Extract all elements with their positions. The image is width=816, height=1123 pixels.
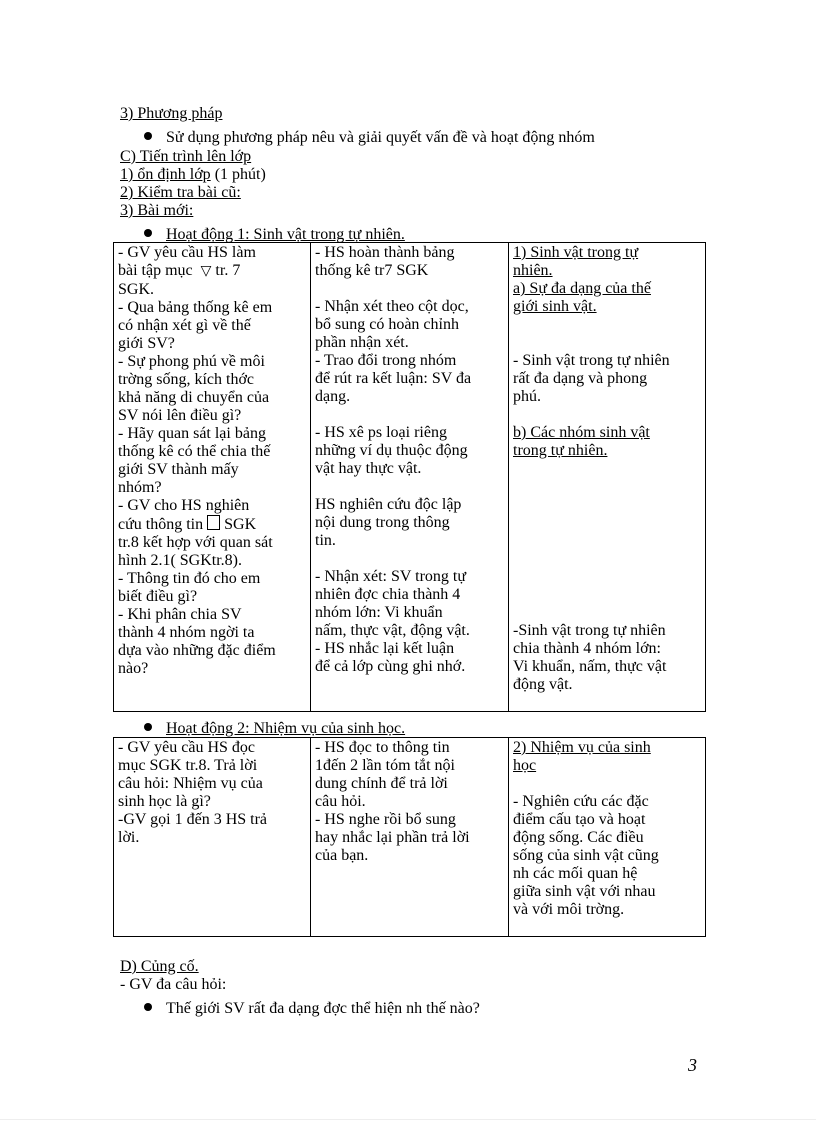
text-fragment: bài tập mục bbox=[118, 262, 193, 279]
section-d-bullet: Thế giới SV rất đa dạng đợc thể hiện nh thế nào? bbox=[166, 1000, 480, 1017]
activity2-title-row bbox=[144, 720, 405, 738]
text-line: - Sự phong phú về môi bbox=[118, 353, 265, 370]
text-line: điểm cấu tạo và hoạt bbox=[513, 811, 646, 828]
step3-line: 3) Bài mới: bbox=[120, 202, 194, 219]
spacer bbox=[513, 316, 701, 334]
text-line: dạng. bbox=[315, 388, 351, 405]
text-line: trờng sống, kích thớc bbox=[118, 371, 255, 388]
info-box-icon bbox=[207, 515, 220, 530]
text-line: mục SGK tr.8. Trả lời bbox=[118, 757, 258, 774]
text-line: nào? bbox=[118, 660, 149, 677]
step1-note: (1 phút) bbox=[210, 166, 266, 183]
nabla-triangle-icon: ▽ bbox=[200, 264, 212, 279]
section-d-heading: D) Củng cố. bbox=[120, 958, 199, 975]
text-line: thành 4 nhóm ngời ta bbox=[118, 624, 255, 641]
text-line: của bạn. bbox=[315, 847, 369, 864]
text-line: nhiên đợc chia thành 4 bbox=[315, 586, 461, 603]
activity1-title: Hoạt động 1: Sinh vật trong tự nhiên. bbox=[166, 226, 405, 243]
spacer bbox=[513, 550, 701, 568]
text-line: giới SV thành mấy bbox=[118, 461, 239, 478]
page-number: 3 bbox=[688, 1055, 697, 1075]
text-line: SV nói lên điều gì? bbox=[118, 407, 242, 424]
text-line: tr.8 kết hợp với quan sát bbox=[118, 534, 273, 551]
activity2-table bbox=[113, 737, 706, 937]
spacer bbox=[513, 532, 701, 550]
activity2-teacher-cell bbox=[114, 738, 311, 937]
activity2-student-cell bbox=[311, 738, 509, 937]
text-line: sống của sinh vật cũng bbox=[513, 847, 659, 864]
text-line: nấm, thực vật, động vật. bbox=[315, 622, 470, 639]
spacer bbox=[513, 604, 701, 622]
text-line: - Hãy quan sát lại bảng bbox=[118, 425, 266, 442]
text-line: - HS nghe rồi bổ sung bbox=[315, 811, 456, 828]
text-line: 2) Nhiệm vụ của sinh bbox=[513, 739, 651, 756]
text-line: - HS xê ps loại riêng bbox=[315, 424, 447, 441]
section-d-bullet-row bbox=[144, 1000, 480, 1018]
text-line: - Nhận xét theo cột dọc, bbox=[315, 298, 469, 315]
text-line: lời. bbox=[118, 829, 140, 846]
method-bullet-text: Sử dụng phương pháp nêu và giải quyết vấn đề và hoạt động nhóm bbox=[166, 129, 595, 146]
bullet-icon bbox=[144, 132, 152, 140]
text-line: câu hỏi. bbox=[315, 793, 366, 810]
text-line: - Nhận xét: SV trong tự bbox=[315, 568, 467, 585]
text-line: để cả lớp cùng ghi nhớ. bbox=[315, 658, 466, 675]
text-line: - Qua bảng thống kê em bbox=[118, 299, 273, 316]
text-line: nh các mối quan hệ bbox=[513, 865, 638, 882]
text-line: thống kê có thể chia thế bbox=[118, 443, 271, 460]
text-line: nhóm? bbox=[118, 479, 162, 496]
method-bullet bbox=[144, 129, 595, 147]
spacer bbox=[513, 406, 701, 424]
text-line: động sống. Các điều bbox=[513, 829, 644, 846]
spacer bbox=[513, 460, 701, 478]
activity2-title: Hoạt động 2: Nhiệm vụ của sinh học. bbox=[166, 720, 406, 737]
text-line: có nhận xét gì về thế bbox=[118, 317, 251, 334]
text-line: nhóm lớn: Vi khuẩn bbox=[315, 604, 443, 621]
text-line: giới SV? bbox=[118, 335, 175, 352]
spacer bbox=[513, 586, 701, 604]
step1-line bbox=[120, 166, 266, 184]
text-line: - GV yêu cầu HS làm bbox=[118, 244, 256, 261]
text-line: -Sinh vật trong tự nhiên bbox=[513, 622, 666, 639]
text-line: nhiên. bbox=[513, 262, 553, 279]
text-line: hay nhắc lại phần trả lời bbox=[315, 829, 470, 846]
text-line: chia thành 4 nhóm lớn: bbox=[513, 640, 661, 657]
text-line: - Thông tin đó cho em bbox=[118, 570, 261, 587]
text-line: dựa vào những đặc điểm bbox=[118, 642, 276, 659]
text-line: bổ sung có hoàn chỉnh bbox=[315, 316, 459, 333]
activity2-content-cell bbox=[509, 738, 706, 937]
spacer bbox=[513, 514, 701, 532]
text-line: phú. bbox=[513, 388, 541, 405]
spacer bbox=[513, 478, 701, 496]
activity1-student-cell bbox=[311, 243, 509, 712]
table-row bbox=[114, 738, 706, 937]
text-line: học bbox=[513, 757, 537, 774]
bullet-icon bbox=[144, 723, 152, 731]
text-line: và với môi trờng. bbox=[513, 901, 625, 918]
spacer bbox=[315, 280, 504, 298]
table-row bbox=[114, 243, 706, 712]
text-line: - Khi phân chia SV bbox=[118, 606, 242, 623]
text-line: hình 2.1( SGKtr.8). bbox=[118, 552, 242, 569]
activity1-table bbox=[113, 242, 706, 712]
spacer bbox=[315, 550, 504, 568]
activity1-teacher-cell bbox=[114, 243, 311, 712]
spacer bbox=[315, 406, 504, 424]
activity1-content-cell bbox=[509, 243, 706, 712]
bullet-icon bbox=[144, 1003, 152, 1011]
spacer bbox=[513, 568, 701, 586]
spacer bbox=[513, 496, 701, 514]
text-fragment: cứu thông tin bbox=[118, 516, 204, 533]
text-line: trong tự nhiên. bbox=[513, 442, 608, 459]
bullet-icon bbox=[144, 229, 152, 237]
spacer bbox=[513, 775, 701, 793]
method-heading: 3) Phương pháp bbox=[120, 105, 223, 122]
step2-line: 2) Kiểm tra bài cũ: bbox=[120, 184, 241, 201]
text-fragment: SGK bbox=[220, 516, 257, 533]
text-line: câu hỏi: Nhiệm vụ của bbox=[118, 775, 263, 792]
text-line: - HS nhắc lại kết luận bbox=[315, 640, 455, 657]
text-line: động vật. bbox=[513, 676, 573, 693]
text-line: rất đa dạng và phong bbox=[513, 370, 648, 387]
text-line: - HS đọc to thông tin bbox=[315, 739, 450, 756]
text-line: - GV cho HS nghiên bbox=[118, 497, 250, 514]
text-line: - Nghiên cứu các đặc bbox=[513, 793, 649, 810]
page-bottom-rule bbox=[0, 1119, 816, 1120]
text-line: những ví dụ thuộc động bbox=[315, 442, 468, 459]
text-line bbox=[118, 262, 306, 281]
text-line: thống kê tr7 SGK bbox=[315, 262, 429, 279]
text-line: - Sinh vật trong tự nhiên bbox=[513, 352, 670, 369]
section-d-line1: - GV đa câu hỏi: bbox=[120, 976, 227, 993]
text-fragment: tr. 7 bbox=[211, 262, 241, 279]
text-line: SGK. bbox=[118, 281, 155, 298]
text-line: - Trao đổi trong nhóm bbox=[315, 352, 457, 369]
text-line: -GV gọi 1 đến 3 HS trả bbox=[118, 811, 268, 828]
text-line: tin. bbox=[315, 532, 336, 549]
text-line: HS nghiên cứu độc lập bbox=[315, 496, 462, 513]
text-line: - GV yêu cầu HS đọc bbox=[118, 739, 256, 756]
text-line: giới sinh vật. bbox=[513, 298, 597, 315]
text-line: sinh học là gì? bbox=[118, 793, 211, 810]
text-line: nội dung trong thông bbox=[315, 514, 450, 531]
text-line: Vi khuẩn, nấm, thực vật bbox=[513, 658, 667, 675]
spacer bbox=[513, 334, 701, 352]
text-line: 1đến 2 lần tóm tắt nội bbox=[315, 757, 455, 774]
step1-label: 1) ổn định lớp bbox=[120, 166, 211, 183]
text-line: a) Sự đa dạng của thế bbox=[513, 280, 651, 297]
text-line: 1) Sinh vật trong tự bbox=[513, 244, 639, 261]
text-line: b) Các nhóm sinh vật bbox=[513, 424, 650, 441]
text-line: - HS hoàn thành bảng bbox=[315, 244, 455, 261]
spacer bbox=[315, 478, 504, 496]
text-line: biết điều gì? bbox=[118, 588, 198, 605]
text-line: dung chính để trả lời bbox=[315, 775, 448, 792]
text-line: để rút ra kết luận: SV đa bbox=[315, 370, 472, 387]
text-line bbox=[118, 515, 306, 534]
text-line: khả năng di chuyển của bbox=[118, 389, 270, 406]
section-c-heading: C) Tiến trình lên lớp bbox=[120, 148, 252, 165]
text-line: giữa sinh vật với nhau bbox=[513, 883, 656, 900]
text-line: vật hay thực vật. bbox=[315, 460, 422, 477]
text-line: phần nhận xét. bbox=[315, 334, 409, 351]
